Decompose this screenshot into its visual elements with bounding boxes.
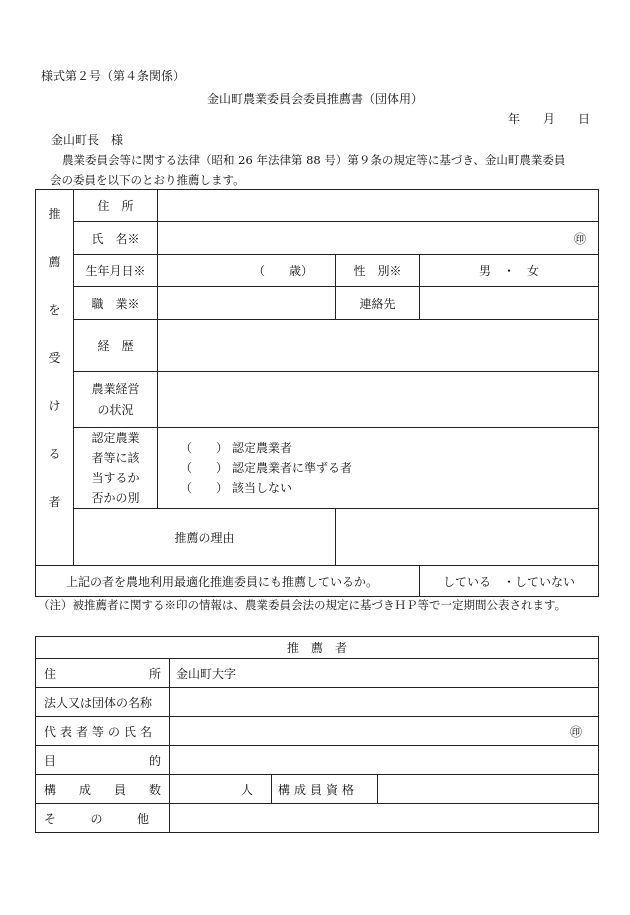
- nominee-name-field[interactable]: [158, 222, 599, 255]
- intro-line-2: 会の委員を以下のとおり推薦します。: [50, 173, 245, 187]
- recommender-address-label: 住 所: [36, 659, 170, 688]
- recommender-rep-field[interactable]: [170, 717, 599, 746]
- nominee-address-label: 住 所: [74, 190, 158, 222]
- nominee-birth-field[interactable]: [158, 255, 336, 287]
- seal-mark: ㊞: [570, 724, 583, 739]
- certified-option-1[interactable]: （ ） 認定農業者: [180, 441, 293, 455]
- recommender-table: [35, 636, 599, 833]
- recommender-other-label: そ の 他: [36, 804, 170, 833]
- nominee-farm-label: 農業経営 の状況: [74, 372, 158, 428]
- nominee-address-field[interactable]: [158, 190, 599, 222]
- nominee-contact-field[interactable]: [420, 287, 599, 320]
- nominee-farm-field[interactable]: [158, 372, 599, 428]
- form-number: 様式第２号（第４条関係）: [41, 69, 186, 83]
- recommender-address-field[interactable]: [170, 659, 599, 688]
- nominee-certified-label: 認定農業 者等に該 当するか 否かの別: [74, 428, 158, 509]
- page-title: 金山町農業委員会委員推薦書（団体用）: [206, 92, 423, 106]
- certified-option-3[interactable]: （ ） 該当しない: [180, 481, 293, 495]
- recommender-org-name-field[interactable]: [170, 688, 599, 717]
- recommender-purpose-label: 目 的: [36, 746, 170, 775]
- nominee-table: [35, 189, 599, 597]
- nominee-birth-label: 生年月日※: [74, 255, 158, 287]
- members-unit: 人: [240, 782, 253, 797]
- recommender-member-qual-label: 構成員資格: [272, 775, 378, 804]
- date-year: 年: [508, 112, 521, 126]
- recommender-members-field[interactable]: [170, 775, 272, 804]
- recommender-address-value: 金山町大字: [176, 666, 237, 681]
- recommender-org-name-label: 法人又は団体の名称: [36, 688, 170, 717]
- recommender-purpose-field[interactable]: [170, 746, 599, 775]
- intro-line-1: 農業委員会等に関する法律（昭和 26 年法律第 88 号）第９条の規定等に基づき、金山町農業委員: [62, 153, 566, 167]
- addressee: 金山町長 様: [51, 133, 124, 147]
- nominee-reason-field[interactable]: [336, 509, 599, 566]
- nominee-certified-options[interactable]: [158, 428, 599, 509]
- seal-mark: ㊞: [574, 231, 587, 246]
- recommender-member-qual-field[interactable]: [378, 775, 599, 804]
- recommender-rep-label: 代表者等の氏名: [36, 717, 170, 746]
- nominee-career-field[interactable]: [158, 320, 599, 372]
- nominee-reason-label: 推薦の理由: [74, 509, 336, 566]
- date-day: 日: [578, 112, 591, 126]
- nominee-vertical-label: 推 薦 を 受 け る 者: [36, 190, 74, 566]
- promotion-options[interactable]: している ・していない: [420, 566, 599, 597]
- nominee-name-label: 氏 名※: [74, 222, 158, 255]
- promotion-question: 上記の者を農地利用最適化推進委員にも推薦しているか。: [36, 566, 420, 597]
- nominee-occupation-field[interactable]: [158, 287, 336, 320]
- note: （注）被推薦者に関する※印の情報は、農業委員会法の規定に基づきＨＰ等で一定期間公表されます。: [38, 598, 567, 612]
- recommender-members-label: 構 成 員 数: [36, 775, 170, 804]
- date-month: 月: [543, 112, 556, 126]
- certified-option-2[interactable]: （ ） 認定農業者に準ずる者: [180, 461, 353, 475]
- recommender-header: 推 薦 者: [36, 637, 599, 659]
- nominee-gender-options[interactable]: 男 ・ 女: [420, 255, 599, 287]
- nominee-occupation-label: 職 業※: [74, 287, 158, 320]
- nominee-career-label: 経 歴: [74, 320, 158, 372]
- nominee-contact-label: 連絡先: [336, 287, 420, 320]
- age-text: （ 歳）: [252, 264, 313, 278]
- recommender-other-field[interactable]: [170, 804, 599, 833]
- nominee-gender-label: 性 別※: [336, 255, 420, 287]
